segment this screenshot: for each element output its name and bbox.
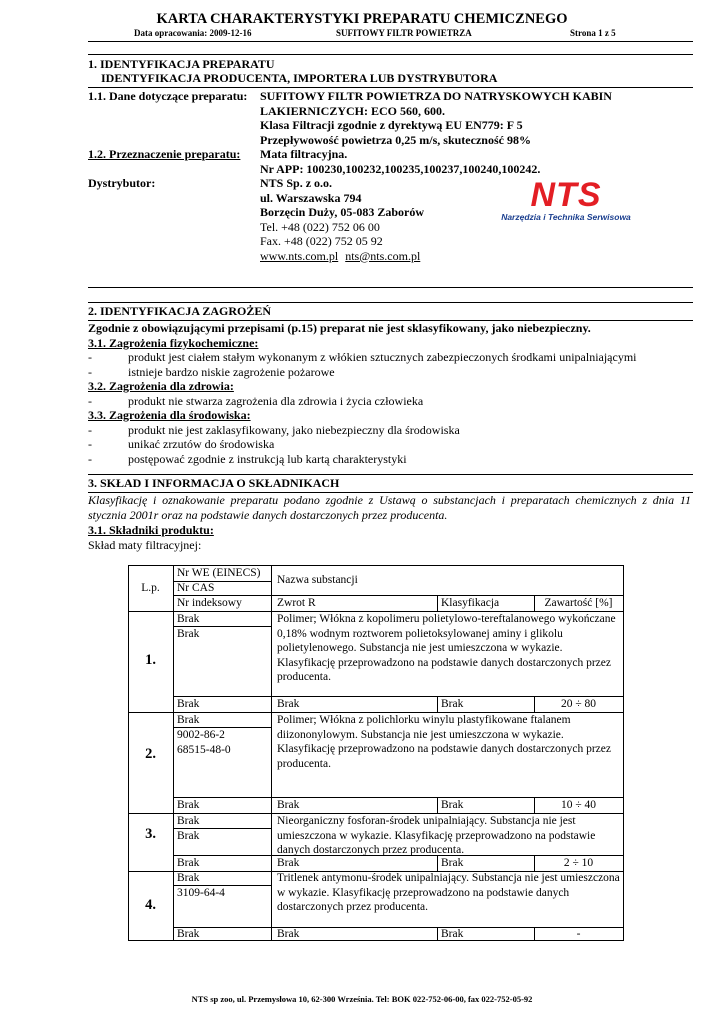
table-row-1-class: Brak bbox=[441, 698, 464, 710]
nts-logo-text: NTS bbox=[530, 176, 602, 214]
distributor-phone: Tel. +48 (022) 752 06 00 bbox=[260, 219, 380, 234]
environment-hazard-title: 3.3. Zagrożenia dla środowiska: bbox=[88, 408, 251, 422]
page-footer: NTS sp zoo, ul. Przemysłowa 10, 62-300 Września. Tel: BOK 022-752-06-00, fax 022-752-05-92 bbox=[191, 994, 533, 1004]
components-table bbox=[128, 565, 624, 941]
section1-heading: 1. IDENTYFIKACJA PREPARATU bbox=[88, 57, 275, 71]
table-row-4-we: Brak bbox=[177, 872, 200, 884]
purpose-line-2: Nr APP: 100230,100232,100235,100237,100240,100242. bbox=[260, 161, 541, 176]
distributor-street: ul. Warszawska 794 bbox=[260, 190, 362, 205]
table-row-4-lp: 4. bbox=[145, 897, 156, 913]
header-cas: Nr CAS bbox=[177, 582, 215, 594]
header-lp: L.p. bbox=[141, 582, 160, 594]
table-row-3-class: Brak bbox=[441, 857, 464, 869]
table-row-2-class: Brak bbox=[441, 799, 464, 811]
preparation-line-2: LAKIERNICZYCH: ECO 560, 600. bbox=[260, 103, 446, 118]
section1-top-rule bbox=[88, 54, 693, 55]
table-row-4-description: Tritlenek antymonu-środek unipalniający. Substancja nie jest umieszczona w wykazie. Klasyfikację przeprowadzono na podstawie danych dostarczonych przez producenta. bbox=[277, 872, 620, 914]
label-distributor: Dystrybutor: bbox=[88, 176, 156, 190]
header-substance-name: Nazwa substancji bbox=[277, 574, 358, 586]
table-row-3-r: Brak bbox=[277, 857, 300, 869]
composition-intro: Klasyfikację i oznakowanie preparatu podano zgodnie z Ustawą o substancjach i preparatach chemicznych z dnia 11 stycznia 2001r oraz na podstawie danych dostarczonych przez producenta. bbox=[88, 493, 691, 522]
physchem-hazard-item: istnieje bardzo niskie zagrożenie pożarowe bbox=[128, 364, 335, 379]
header-divider bbox=[88, 41, 693, 42]
section1-subheading: IDENTYFIKACJA PRODUCENTA, IMPORTERA LUB DYSTRYBUTORA bbox=[101, 71, 498, 85]
environment-hazard-item: unikać zrzutów do środowiska bbox=[128, 437, 275, 451]
bullet-dash: - bbox=[88, 364, 92, 379]
table-row-4-cas: 3109-64-4 bbox=[177, 887, 225, 899]
section3-top-rule bbox=[88, 474, 693, 475]
bullet-dash: - bbox=[88, 451, 92, 466]
components-title: 3.1. Składniki produktu: bbox=[88, 523, 214, 537]
purpose-line-1: Mata filtracyjna. bbox=[260, 147, 348, 161]
table-row-3-index: Brak bbox=[177, 857, 200, 869]
section1-bottom-rule bbox=[88, 287, 693, 288]
table-row-3-cas: Brak bbox=[177, 830, 200, 842]
bullet-dash: - bbox=[88, 422, 92, 437]
preparation-line-4: Przepływowość powietrza 0,25 m/s, skuteczność 98% bbox=[260, 132, 531, 147]
health-hazard-title: 3.2. Zagrożenia dla zdrowia: bbox=[88, 379, 234, 393]
health-hazard-item: produkt nie stwarza zagrożenia dla zdrowia i życia człowieka bbox=[128, 393, 424, 408]
table-row-1-index: Brak bbox=[177, 698, 200, 710]
label-preparation-data: 1.1. Dane dotyczące preparatu: bbox=[88, 89, 248, 103]
header-date: Data opracowania: 2009-12-16 bbox=[134, 28, 252, 38]
table-row-1-r: Brak bbox=[277, 698, 300, 710]
preparation-line-3: Klasa Filtracji zgodnie z dyrektywą EU EN779: F 5 bbox=[260, 118, 523, 132]
table-row-3-content: 2 ÷ 10 bbox=[563, 857, 594, 869]
table-row-2-cas-2: 68515-48-0 bbox=[177, 743, 231, 756]
table-row-2-description: Polimer; Włókna z polichlorku winylu plastyfikowane ftalanem diizononylowym. Substancja nie jest umieszczona w wykazie. Klasyfikację przeprowadzono na podstawie danych dostarczonych przez producenta. bbox=[277, 714, 611, 770]
table-row-1-we: Brak bbox=[177, 613, 200, 625]
table-row-2-lp: 2. bbox=[145, 746, 156, 762]
document-title: KARTA CHARAKTERYSTYKI PREPARATU CHEMICZNEGO bbox=[156, 11, 568, 27]
header-r-phrase: Zwrot R bbox=[277, 597, 316, 609]
header-product: SUFITOWY FILTR POWIETRZA bbox=[336, 28, 472, 38]
nts-logo bbox=[490, 178, 642, 228]
table-row-3-description: Nieorganiczny fosforan-środek unipalniający. Substancja nie jest umieszczona w wykazie. Klasyfikację przeprowadzono na podstawie danych dostarczonych przez producenta. bbox=[277, 815, 596, 857]
table-row-2-index: Brak bbox=[177, 799, 200, 811]
table-row-1-cas: Brak bbox=[177, 628, 200, 640]
bullet-dash: - bbox=[88, 350, 92, 364]
header-page: Strona 1 z 5 bbox=[570, 28, 616, 38]
bullet-dash: - bbox=[88, 393, 92, 408]
table-row-4-r: Brak bbox=[277, 928, 300, 940]
section2-top-rule bbox=[88, 302, 693, 303]
nts-logo-subtitle: Narzędzia i Technika Serwisowa bbox=[501, 212, 631, 222]
table-row-1-content: 20 ÷ 80 bbox=[560, 698, 597, 710]
table-row-2-r: Brak bbox=[277, 799, 300, 811]
distributor-name: NTS Sp. z o.o. bbox=[260, 176, 333, 190]
section3-heading: 3. SKŁAD I INFORMACJA O SKŁADNIKACH bbox=[88, 476, 340, 490]
table-row-3-lp: 3. bbox=[145, 826, 156, 842]
environment-hazard-item: produkt nie jest zaklasyfikowany, jako niebezpieczny dla środowiska bbox=[128, 422, 460, 437]
header-classification: Klasyfikacja bbox=[441, 597, 500, 609]
table-row-2-we: Brak bbox=[177, 714, 200, 726]
distributor-city: Borzęcin Duży, 05-083 Zaborów bbox=[260, 205, 424, 219]
section1-heading-rule bbox=[88, 87, 693, 88]
table-row-3-we: Brak bbox=[177, 815, 200, 827]
table-row-4-class: Brak bbox=[441, 928, 464, 940]
table-row-1-description: Polimer; Włókna z kopolimeru polietylowo-tereftalanowego wykończane 0,18% wodnym roztworem polietoksylowanej aminy i glikolu polietylenowego. Substancja nie jest umieszczona w wykazie. Klasyfikację przeprowadzono na podstawie danych dostarczonych przez producenta. bbox=[277, 613, 616, 684]
distributor-fax: Fax. +48 (022) 752 05 92 bbox=[260, 234, 383, 248]
physchem-hazard-title: 3.1. Zagrożenia fizykochemiczne: bbox=[88, 335, 259, 350]
physchem-hazard-item: produkt jest ciałem stałym wykonanym z włókien sztucznych zabezpieczonych środkami unipalniającymi bbox=[128, 350, 637, 364]
header-we: Nr WE (EINECS) bbox=[177, 567, 261, 579]
environment-hazard-item: postępować zgodnie z instrukcją lub kartą charakterystyki bbox=[128, 451, 407, 466]
label-preparation-purpose: 1.2. Przeznaczenie preparatu: bbox=[88, 147, 241, 161]
table-row-4-content: - bbox=[576, 928, 581, 940]
table-row-1-lp: 1. bbox=[145, 652, 156, 668]
table-row-2-content: 10 ÷ 40 bbox=[560, 799, 597, 811]
components-subtitle: Skład maty filtracyjnej: bbox=[88, 537, 202, 552]
table-row-4-index: Brak bbox=[177, 928, 200, 940]
preparation-line-1: SUFITOWY FILTR POWIETRZA DO NATRYSKOWYCH KABIN bbox=[260, 89, 612, 103]
header-index: Nr indeksowy bbox=[177, 597, 242, 609]
section2-heading: 2. IDENTYFIKACJA ZAGROŻEŃ bbox=[88, 304, 272, 318]
distributor-links bbox=[260, 249, 420, 264]
email-link[interactable]: nts@nts.com.pl bbox=[345, 248, 421, 263]
header-content: Zawartość [%] bbox=[544, 597, 613, 609]
table-row-2-cas: 9002-86-2 bbox=[177, 729, 225, 741]
hazard-intro: Zgodnie z obowiązującymi przepisami (p.15) preparat nie jest sklasyfikowany, jako niebezpieczny. bbox=[88, 321, 591, 335]
bullet-dash: - bbox=[88, 437, 92, 451]
website-link[interactable]: www.nts.com.pl bbox=[260, 248, 339, 263]
